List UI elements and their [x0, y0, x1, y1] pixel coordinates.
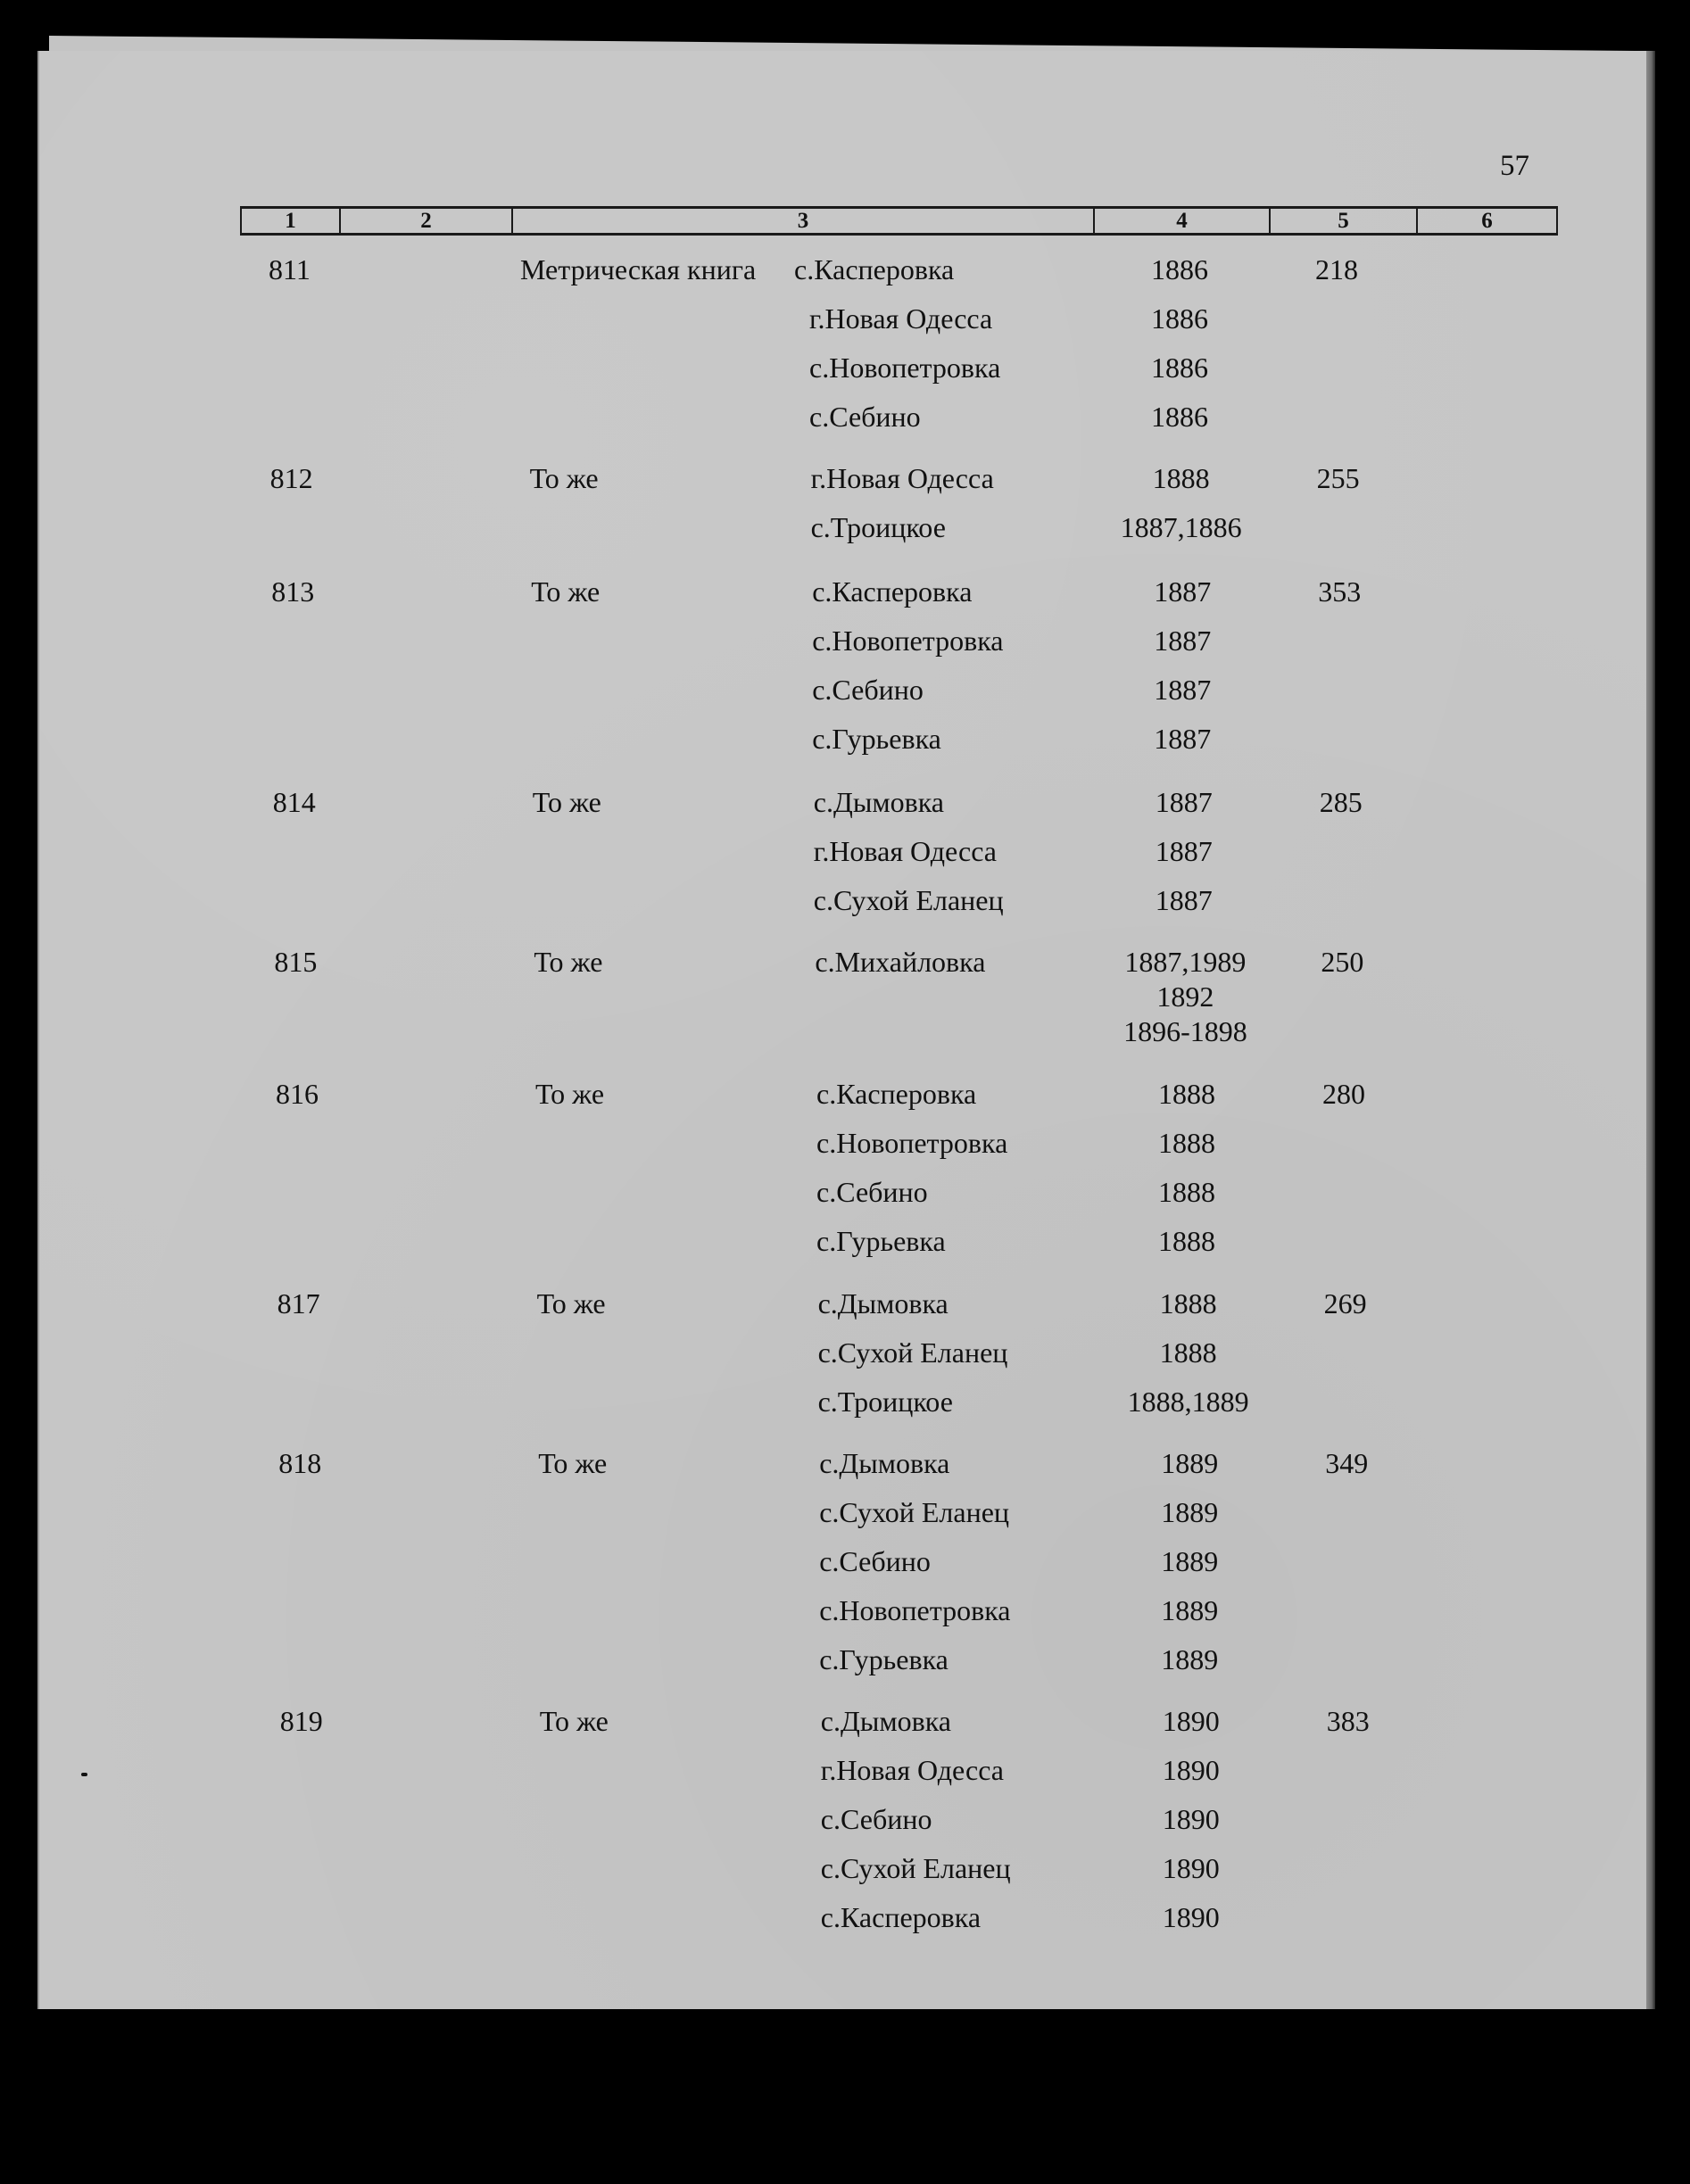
entry-sheet-count: 280: [1322, 1078, 1365, 1110]
place-name: с.Касперовка: [820, 1901, 982, 1933]
entry-title: То же: [538, 1447, 608, 1479]
place-years: 1887: [1155, 835, 1213, 867]
place-years: 1890: [1162, 1705, 1220, 1737]
place-name: с.Себино: [812, 674, 924, 706]
place-years: 1890: [1162, 1901, 1220, 1933]
place-name: г.Новая Одесса: [813, 835, 997, 867]
entry-title: То же: [532, 786, 601, 818]
place-years: 1888: [1159, 1287, 1217, 1320]
entry-sheet-count: 255: [1316, 462, 1360, 494]
place-years: 1889: [1161, 1545, 1219, 1577]
entry-number: 812: [269, 462, 313, 494]
place-name: с.Гурьевка: [812, 723, 941, 755]
entry-sheet-count: 349: [1325, 1447, 1369, 1479]
place-years: 1890: [1162, 1803, 1220, 1835]
place-years: 1888,1889: [1127, 1386, 1249, 1418]
place-years: 1890: [1162, 1754, 1220, 1786]
place-name: с.Михайловка: [815, 946, 986, 978]
entry-number: 816: [276, 1078, 319, 1110]
place-years: 1888: [1158, 1078, 1215, 1110]
place-name: с.Новопетровка: [812, 625, 1004, 657]
entry-sheet-count: 218: [1315, 253, 1358, 285]
entry-number: 813: [271, 575, 315, 608]
entry-number: 819: [279, 1705, 323, 1737]
entry-sheet-count: 250: [1321, 946, 1364, 978]
place-years: 1886: [1151, 401, 1208, 433]
entry-sheet-count: 383: [1326, 1705, 1370, 1737]
place-years: 1889: [1161, 1643, 1219, 1675]
entry-title: То же: [536, 1287, 606, 1320]
place-name: с.Дымовка: [817, 1287, 949, 1320]
place-name: с.Троицкое: [817, 1386, 953, 1418]
place-name: с.Дымовка: [819, 1447, 950, 1479]
place-years: 1889: [1161, 1496, 1219, 1528]
entry-title: Метрическая книга: [520, 253, 757, 285]
place-years: 1886: [1151, 352, 1208, 384]
place-years: 1887,1989: [1124, 946, 1247, 978]
entry-sheet-count: 269: [1323, 1287, 1367, 1320]
place-years: 1888: [1158, 1225, 1215, 1257]
place-name: с.Себино: [820, 1803, 932, 1835]
entry-title: То же: [529, 462, 599, 494]
page-number: 57: [1500, 150, 1529, 182]
entry-number: 818: [278, 1447, 322, 1479]
place-name: г.Новая Одесса: [820, 1754, 1004, 1786]
place-years: 1887: [1154, 625, 1212, 657]
place-years: 1889: [1161, 1594, 1219, 1626]
scan-speck: [81, 1773, 87, 1776]
entry-title: То же: [534, 946, 603, 978]
page-edge-shadow: [1646, 51, 1655, 2009]
entry-number: 817: [277, 1287, 320, 1320]
place-years: 1889: [1161, 1447, 1219, 1479]
column-header-3: 3: [513, 209, 1095, 233]
place-years: 1888: [1158, 1176, 1215, 1208]
entry-number: 811: [269, 253, 311, 285]
place-name: с.Троицкое: [810, 511, 946, 543]
place-name: с.Новопетровка: [819, 1594, 1011, 1626]
entry-title: То же: [539, 1705, 609, 1737]
column-header-4: 4: [1095, 209, 1271, 233]
place-name: г.Новая Одесса: [809, 302, 993, 335]
place-name: с.Касперовка: [812, 575, 973, 608]
place-name: с.Новопетровка: [816, 1127, 1008, 1159]
column-header-1: 1: [242, 209, 341, 233]
place-name: с.Гурьевка: [819, 1643, 949, 1675]
place-name: с.Касперовка: [816, 1078, 977, 1110]
place-name: с.Себино: [816, 1176, 928, 1208]
place-years: 1892: [1156, 980, 1214, 1013]
place-years: 1887: [1154, 575, 1212, 608]
entry-number: 815: [274, 946, 318, 978]
place-years: 1887: [1155, 786, 1213, 818]
place-years: 1887: [1154, 674, 1212, 706]
place-name: с.Гурьевка: [816, 1225, 946, 1257]
place-name: с.Дымовка: [820, 1705, 951, 1737]
place-name: с.Новопетровка: [809, 352, 1001, 384]
place-years: 1887: [1154, 723, 1212, 755]
place-name: с.Себино: [809, 401, 921, 433]
place-name: с.Дымовка: [813, 786, 944, 818]
place-years: 1888: [1158, 1127, 1215, 1159]
place-years: 1887: [1155, 884, 1213, 916]
column-header-2: 2: [341, 209, 513, 233]
place-name: с.Сухой Еланец: [820, 1852, 1011, 1884]
entry-sheet-count: 285: [1319, 786, 1363, 818]
place-years: 1887,1886: [1120, 511, 1242, 543]
place-name: с.Сухой Еланец: [817, 1336, 1008, 1369]
place-years: 1888: [1159, 1336, 1217, 1369]
document-page: [37, 51, 1646, 2009]
column-header-6: 6: [1481, 209, 1493, 233]
place-name: г.Новая Одесса: [810, 462, 994, 494]
column-header-5: 5: [1271, 209, 1418, 233]
place-name: с.Сухой Еланец: [819, 1496, 1010, 1528]
entry-title: То же: [531, 575, 601, 608]
place-name: с.Себино: [819, 1545, 931, 1577]
place-years: 1886: [1151, 253, 1208, 285]
entries-list: [39, 51, 1646, 2009]
entry-title: То же: [535, 1078, 605, 1110]
place-years: 1896-1898: [1123, 1015, 1247, 1047]
place-years: 1890: [1162, 1852, 1220, 1884]
place-years: 1888: [1152, 462, 1210, 494]
entry-sheet-count: 353: [1318, 575, 1362, 608]
entry-number: 814: [272, 786, 316, 818]
place-years: 1886: [1151, 302, 1208, 335]
place-name: с.Касперовка: [794, 253, 955, 285]
place-name: с.Сухой Еланец: [813, 884, 1004, 916]
